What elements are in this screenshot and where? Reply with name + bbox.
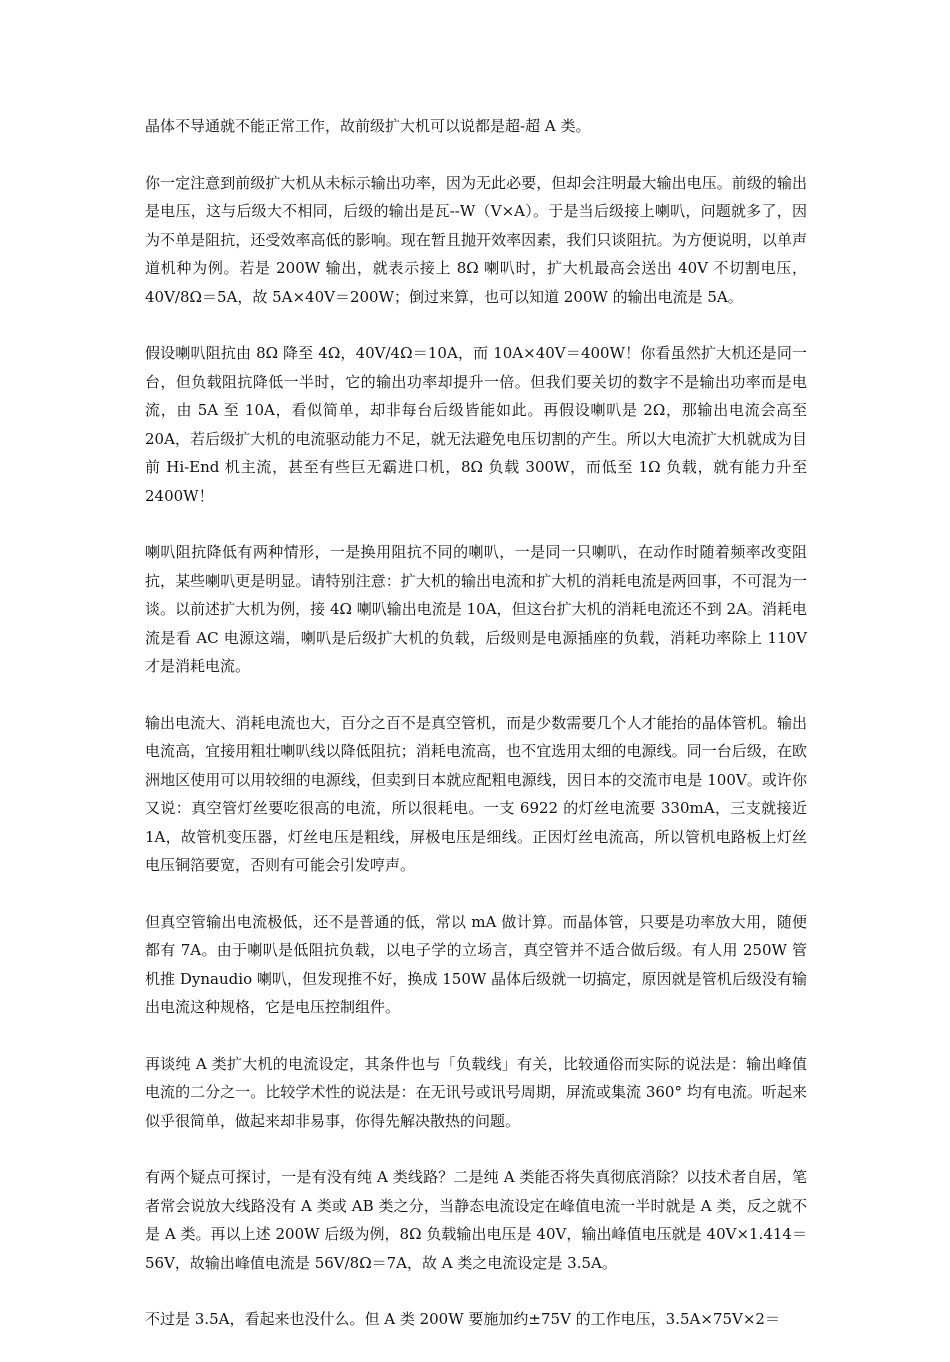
paragraph-2: 你一定注意到前级扩大机从未标示输出功率，因为无此必要，但却会注明最大输出电压。前级的输出是电压，这与后级大不相同，后级的输出是瓦--W（V×A）。于是当后级接上喇叭，问题就多了，因为不单是阻抗，还受效率高低的影响。现在暂且抛开效率因素，我们只谈阻抗。为方便说明，以单声道机种为例。若是 200W 输出，就表示接上 8Ω 喇叭时，扩大机最高会送出 40V 不切割电压，40V/8Ω＝5A，故 5A×40V＝200W；倒过来算，也可以知道 200W 的输出电流是 5A。 [145, 173, 807, 306]
paragraph-6: 但真空管输出电流极低，还不是普通的低，常以 mA 做计算。而晶体管，只要是功率放大用，随便都有 7A。由于喇叭是低阻抗负载，以电子学的立场言，真空管并不适合做后级。有人用 250W 管机推 Dynaudio 喇叭，但发现推不好，换成 150W 晶体后级就一切搞定，原因就是管机后级没有输出电流这种规格，它是电压控制组件。 [145, 912, 807, 1016]
paragraph-1: 晶体不导通就不能正常工作，故前级扩大机可以说都是超-超 A 类。 [145, 117, 591, 135]
paragraph-4: 喇叭阻抗降低有两种情形，一是换用阻抗不同的喇叭，一是同一只喇叭，在动作时随着频率改变阻抗，某些喇叭更是明显。请特别注意：扩大机的输出电流和扩大机的消耗电流是两回事，不可混为一谈。以前述扩大机为例，接 4Ω 喇叭输出电流是 10A，但这台扩大机的消耗电流还不到 2A。消耗电流是看 AC 电源这端，喇叭是后级扩大机的负载，后级则是电源插座的负载，消耗功率除上 110V 才是消耗电流。 [145, 543, 807, 675]
paragraph-3: 假设喇叭阻抗由 8Ω 降至 4Ω，40V/4Ω＝10A，而 10A×40V＝400W！你看虽然扩大机还是同一台，但负载阻抗降低一半时，它的输出功率却提升一倍。但我们要关切的数字不是输出功率而是电流，由 5A 至 10A，看似简单，却非每台后级皆能如此。再假设喇叭是 2Ω，那输出电流会高至 20A，若后级扩大机的电流驱动能力不足，就无法避免电压切割的产生。所以大电流扩大机就成为目前 Hi-End 机主流，甚至有些巨无霸进口机，8Ω 负载 300W，而低至 1Ω 负载，就有能力升至 2400W！ [145, 344, 807, 505]
document-body [145, 112, 807, 1362]
paragraph-5: 输出电流大、消耗电流也大，百分之百不是真空管机，而是少数需要几个人才能抬的晶体管机。输出电流高，宜接用粗壮喇叭线以降低阻抗；消耗电流高，也不宜选用太细的电源线。同一台后级，在欧洲地区使用可以用较细的电源线，但卖到日本就应配粗电源线，因日本的交流市电是 100V。或许你又说：真空管灯丝要吃很高的电流，所以很耗电。一支 6922 的灯丝电流要 330mA，三支就接近 1A，故管机变压器，灯丝电压是粗线，屏极电压是细线。正因灯丝电流高，所以管机电路板上灯丝电压铜箔要宽，否则有可能会引发哼声。 [145, 713, 807, 874]
paragraph-8: 有两个疑点可探讨，一是有没有纯 A 类线路？二是纯 A 类能否将失真彻底消除？以技术者自居，笔者常会说放大线路没有 A 类或 AB 类之分，当静态电流设定在峰值电流一半时就是 A 类，反之就不是 A 类。再以上述 200W 后级为例，8Ω 负载输出电压是 40V，输出峰值电压就是 40V×1.414＝56V，故输出峰值电流是 56V/8Ω＝7A，故 A 类之电流设定是 3.5A。 [145, 1168, 807, 1272]
paragraph-7: 再谈纯 A 类扩大机的电流设定，其条件也与「负载线」有关，比较通俗而实际的说法是：输出峰值电流的二分之一。比较学术性的说法是：在无讯号或讯号周期，屏流或集流 360° 均有电流。听起来似乎很简单，做起来却非易事，你得先解决散热的问题。 [145, 1054, 807, 1130]
paragraph-9: 不过是 3.5A，看起来也没什么。但 A 类 200W 要施加约±75V 的工作电压，3.5A×75V×2＝ [145, 1310, 780, 1328]
